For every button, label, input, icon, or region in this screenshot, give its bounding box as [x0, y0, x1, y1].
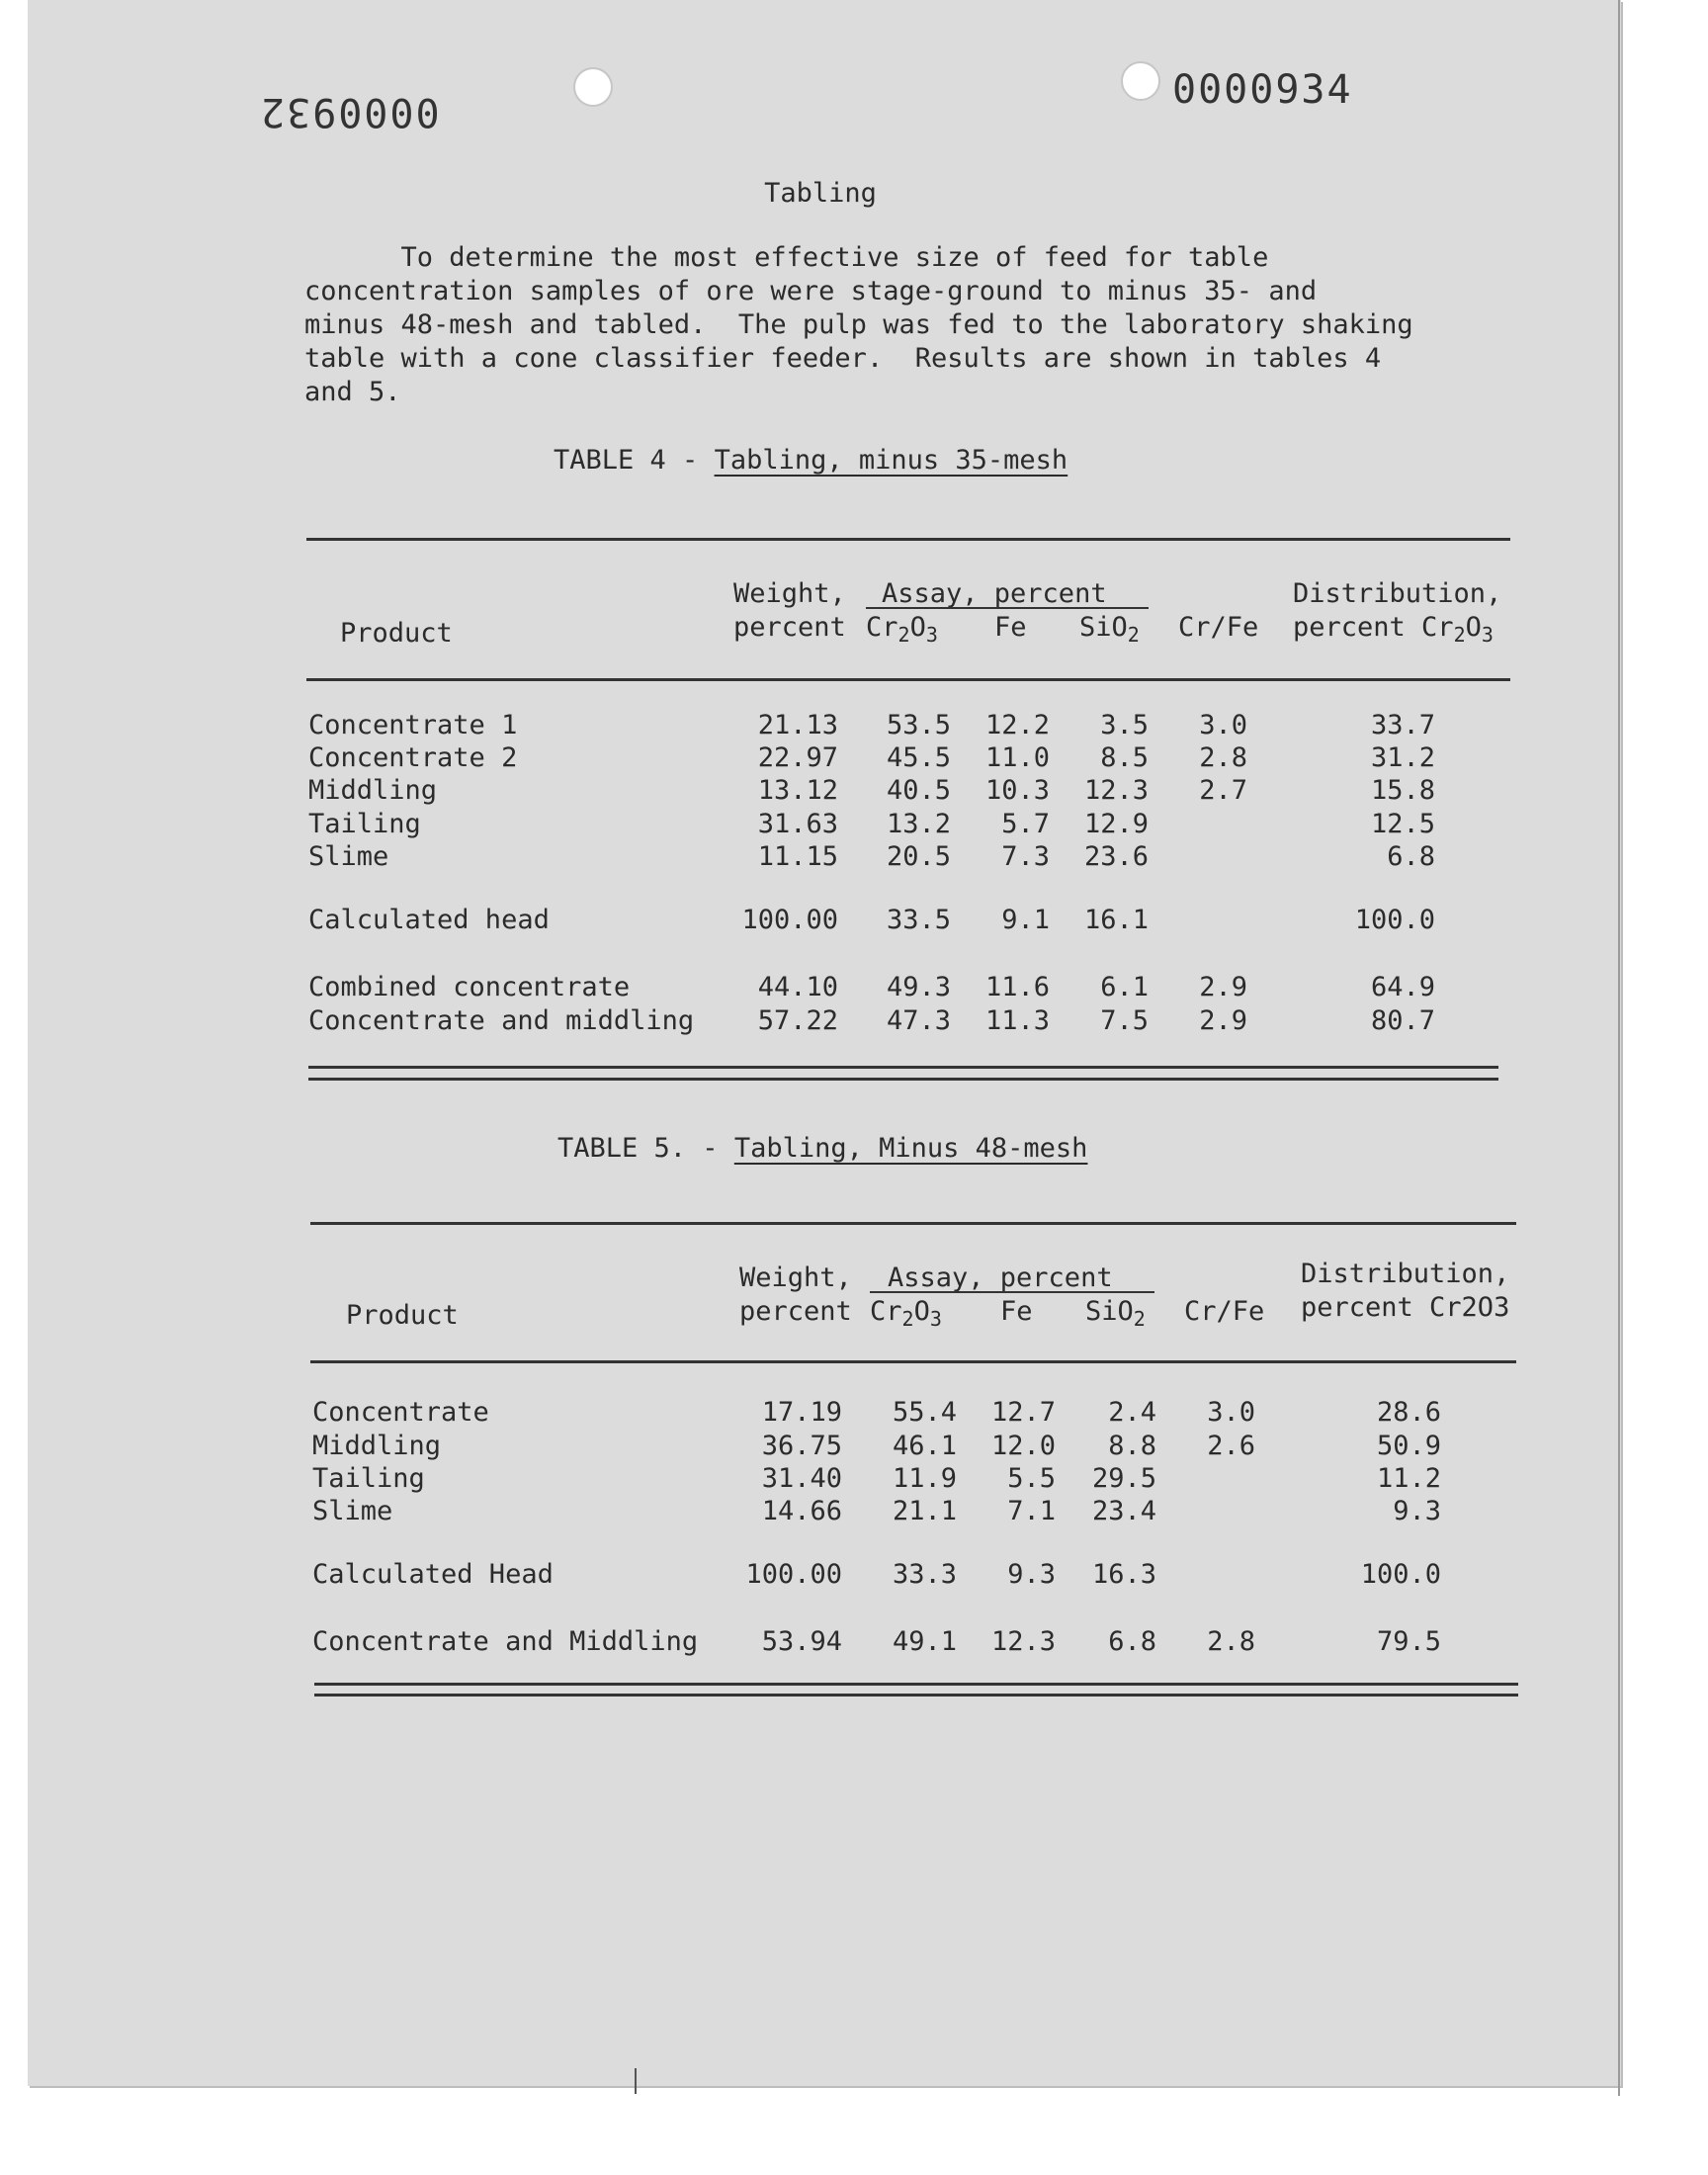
cell-fe: 12.2	[984, 710, 1050, 740]
cell-sio2: 6.1	[1100, 972, 1149, 1002]
cell-sio2: 6.8	[1108, 1626, 1156, 1657]
cell-fe: 10.3	[984, 775, 1050, 806]
column-header-sio2: SiO$_2$	[1079, 612, 1140, 647]
cell-distribution: 28.6	[1376, 1397, 1441, 1428]
cell-fe: 11.3	[984, 1005, 1050, 1036]
cell-distribution: 50.9	[1376, 1431, 1441, 1461]
cell-crfe: 2.9	[1199, 972, 1247, 1002]
cell-weight: 100.00	[745, 1559, 842, 1590]
cell-crfe: 2.8	[1207, 1626, 1255, 1657]
cell-product: Tailing	[308, 809, 421, 839]
cell-weight: 36.75	[761, 1431, 842, 1461]
cell-cr2o3: 11.9	[892, 1463, 957, 1494]
column-header-weight-unit: percent	[739, 1296, 852, 1327]
column-header-cr2o3: $Cr_2O_3$	[866, 612, 938, 647]
punch-hole	[1121, 61, 1160, 101]
cell-sio2: 16.3	[1091, 1559, 1156, 1590]
cell-weight: 100.00	[741, 905, 838, 935]
cell-product: Calculated head	[308, 905, 550, 935]
cell-cr2o3: 33.3	[892, 1559, 957, 1590]
cell-sio2: 29.5	[1091, 1463, 1156, 1494]
cell-distribution: 79.5	[1376, 1626, 1441, 1657]
cell-crfe: 3.0	[1207, 1397, 1255, 1428]
column-header-fe: Fe	[1000, 1296, 1033, 1327]
column-header-assay: Assay, percent	[888, 1262, 1113, 1293]
column-header-weight: Weight,	[733, 578, 846, 609]
cell-product: Concentrate and middling	[308, 1005, 695, 1036]
cell-product: Concentrate	[312, 1397, 489, 1428]
table-top-rule	[306, 538, 1510, 541]
column-header-product: Product	[346, 1300, 459, 1331]
cell-fe: 7.1	[1007, 1496, 1056, 1526]
cell-fe: 7.3	[1001, 841, 1050, 872]
cell-cr2o3: 13.2	[886, 809, 951, 839]
table-header-rule	[310, 1360, 1516, 1363]
cell-weight: 17.19	[761, 1397, 842, 1428]
cell-fe: 12.3	[990, 1626, 1056, 1657]
cell-product: Concentrate 2	[308, 742, 518, 773]
cell-product: Slime	[308, 841, 389, 872]
column-header-distribution: Distribution,	[1301, 1259, 1510, 1289]
cell-weight: 53.94	[761, 1626, 842, 1657]
cell-sio2: 2.4	[1108, 1397, 1156, 1428]
cell-cr2o3: 33.5	[886, 905, 951, 935]
cell-distribution: 33.7	[1370, 710, 1435, 740]
cell-crfe: 2.9	[1199, 1005, 1247, 1036]
column-header-crfe: Cr/Fe	[1184, 1296, 1265, 1327]
cell-cr2o3: 46.1	[892, 1431, 957, 1461]
column-header-distribution-unit: percent Cr2O3	[1301, 1292, 1510, 1323]
cell-fe: 9.3	[1007, 1559, 1056, 1590]
cell-sio2: 23.4	[1091, 1496, 1156, 1526]
cell-crfe: 2.8	[1199, 742, 1247, 773]
column-header-distribution: Distribution,	[1293, 578, 1502, 609]
cell-crfe: 2.7	[1199, 775, 1247, 806]
cell-weight: 31.63	[757, 809, 838, 839]
cell-sio2: 16.1	[1083, 905, 1149, 935]
table-top-rule	[310, 1222, 1516, 1225]
cell-sio2: 12.3	[1083, 775, 1149, 806]
column-header-weight: Weight,	[739, 1262, 852, 1293]
table-title: Tabling, Minus 48-mesh	[733, 1133, 1088, 1164]
cell-cr2o3: 21.1	[892, 1496, 957, 1526]
table-title: Tabling, minus 35-mesh	[714, 445, 1068, 476]
table-bottom-rule	[308, 1078, 1498, 1081]
column-header-fe: Fe	[994, 612, 1027, 643]
table-caption	[554, 445, 1068, 476]
assay-group-rule	[866, 607, 1149, 609]
cell-product: Concentrate and Middling	[312, 1626, 699, 1657]
cell-sio2: 12.9	[1083, 809, 1149, 839]
cell-distribution: 80.7	[1370, 1005, 1435, 1036]
page-tick-mark	[635, 2068, 637, 2094]
cell-cr2o3: 49.1	[892, 1626, 957, 1657]
cell-product: Concentrate 1	[308, 710, 518, 740]
cell-product: Calculated Head	[312, 1559, 554, 1590]
cell-crfe: 2.6	[1207, 1431, 1255, 1461]
column-header-assay: Assay, percent	[882, 578, 1107, 609]
cell-product: Middling	[312, 1431, 442, 1461]
cell-product: Tailing	[312, 1463, 425, 1494]
cell-sio2: 23.6	[1083, 841, 1149, 872]
cell-weight: 14.66	[761, 1496, 842, 1526]
cell-cr2o3: 45.5	[886, 742, 951, 773]
cell-fe: 5.7	[1001, 809, 1050, 839]
cell-weight: 57.22	[757, 1005, 838, 1036]
table-bottom-rule	[314, 1683, 1518, 1686]
cell-distribution: 6.8	[1387, 841, 1435, 872]
table-label: TABLE 5. -	[557, 1133, 734, 1164]
table-header-rule	[306, 678, 1510, 681]
cell-cr2o3: 20.5	[886, 841, 951, 872]
intro-paragraph: To determine the most effective size of feed for table concentration samples of ore were stage-ground to minus 35- and minus 48-mesh and tabled. The pulp was fed to the laboratory shaking table with a cone classifier feeder. Results are shown in tables 4 and 5.	[304, 242, 1413, 407]
cell-weight: 44.10	[757, 972, 838, 1002]
cell-fe: 12.7	[990, 1397, 1056, 1428]
cell-sio2: 8.5	[1100, 742, 1149, 773]
cell-weight: 13.12	[757, 775, 838, 806]
column-header-weight-unit: percent	[733, 612, 846, 643]
column-header-sio2: SiO$_2$	[1085, 1296, 1146, 1331]
cell-distribution: 11.2	[1376, 1463, 1441, 1494]
cell-product: Middling	[308, 775, 438, 806]
punch-hole	[573, 67, 613, 107]
cell-crfe: 3.0	[1199, 710, 1247, 740]
table-bottom-rule	[308, 1066, 1498, 1069]
cell-weight: 11.15	[757, 841, 838, 872]
cell-distribution: 31.2	[1370, 742, 1435, 773]
cell-fe: 9.1	[1001, 905, 1050, 935]
cell-product: Slime	[312, 1496, 393, 1526]
page-edge-line	[1618, 0, 1620, 2096]
column-header-distribution-unit: percent $Cr_2O_3$	[1293, 612, 1494, 647]
cell-distribution: 15.8	[1370, 775, 1435, 806]
column-header-cr2o3: $Cr_2O_3$	[870, 1296, 942, 1331]
cell-product: Combined concentrate	[308, 972, 631, 1002]
assay-group-rule	[870, 1291, 1154, 1293]
cell-distribution: 100.0	[1354, 905, 1435, 935]
table-label: TABLE 4 -	[554, 445, 715, 476]
cell-weight: 22.97	[757, 742, 838, 773]
cell-fe: 11.0	[984, 742, 1050, 773]
cell-fe: 5.5	[1007, 1463, 1056, 1494]
table-bottom-rule	[314, 1694, 1518, 1696]
cell-cr2o3: 49.3	[886, 972, 951, 1002]
section-heading: Tabling	[764, 178, 877, 209]
cell-cr2o3: 55.4	[892, 1397, 957, 1428]
cell-fe: 12.0	[990, 1431, 1056, 1461]
cell-weight: 21.13	[757, 710, 838, 740]
cell-cr2o3: 40.5	[886, 775, 951, 806]
page-number-stamp: 0000934	[1172, 67, 1353, 113]
cell-cr2o3: 47.3	[886, 1005, 951, 1036]
cell-cr2o3: 53.5	[886, 710, 951, 740]
table-caption	[557, 1133, 1087, 1164]
column-header-crfe: Cr/Fe	[1178, 612, 1259, 643]
cell-fe: 11.6	[984, 972, 1050, 1002]
cell-distribution: 12.5	[1370, 809, 1435, 839]
cell-distribution: 9.3	[1393, 1496, 1441, 1526]
cell-sio2: 7.5	[1100, 1005, 1149, 1036]
cell-sio2: 8.8	[1108, 1431, 1156, 1461]
cell-distribution: 64.9	[1370, 972, 1435, 1002]
page-number-stamp: 0000932	[259, 89, 440, 134]
cell-distribution: 100.0	[1360, 1559, 1441, 1590]
cell-weight: 31.40	[761, 1463, 842, 1494]
column-header-product: Product	[340, 618, 453, 649]
cell-sio2: 3.5	[1100, 710, 1149, 740]
